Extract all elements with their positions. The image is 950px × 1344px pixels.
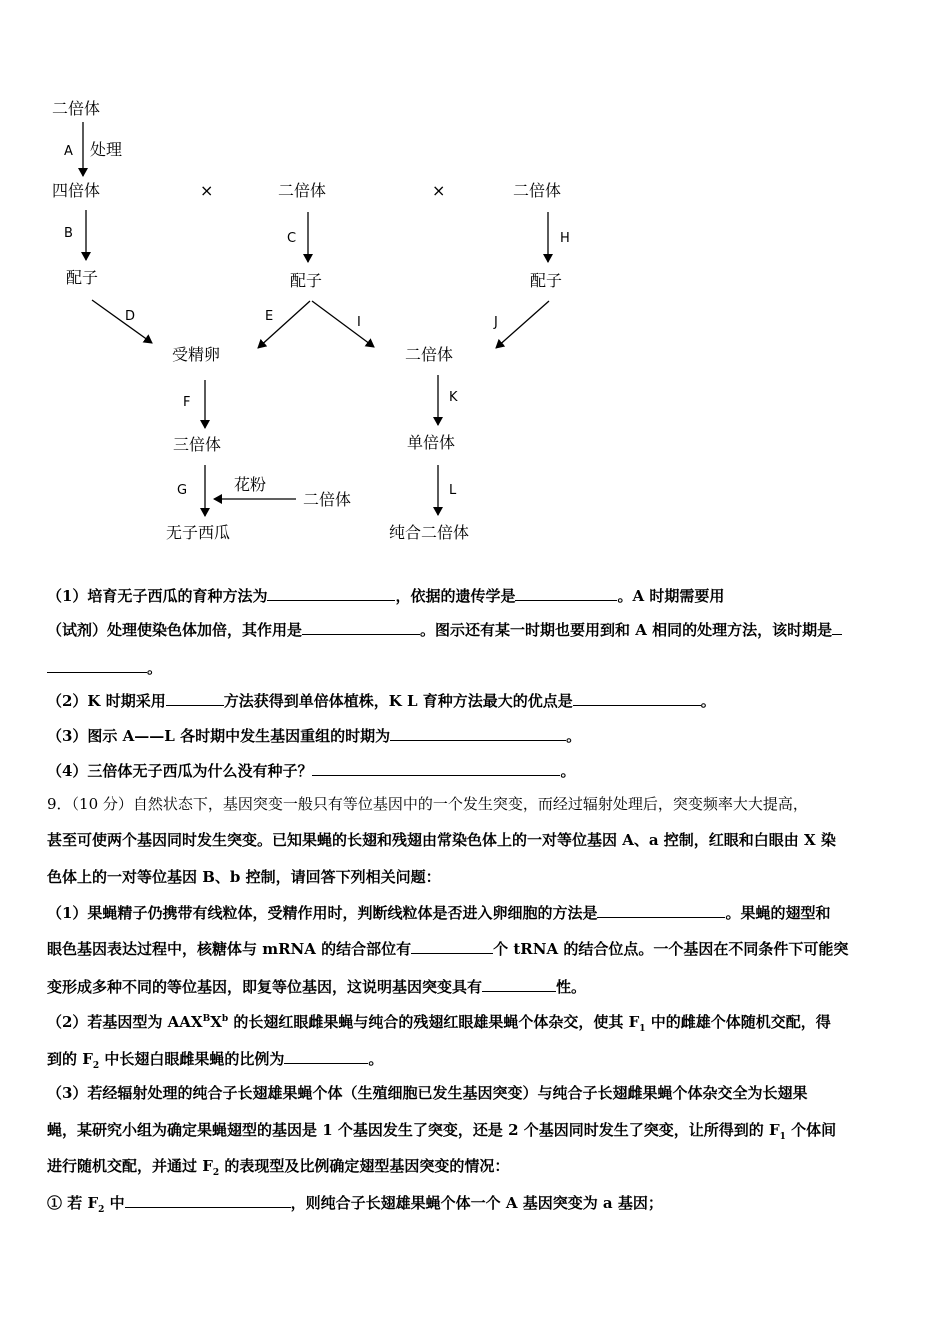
- node-pollen: 花粉: [234, 475, 267, 494]
- s3-text-h: ，则纯合子长翅雄果蝇个体一个 A 基因突变为 a 基因；: [290, 1194, 663, 1212]
- s2-text-e: 中长翅白眼雌果蝇的比例为: [99, 1050, 285, 1068]
- node-diploid-mid: 二倍体: [278, 181, 327, 200]
- node-triploid: 三倍体: [173, 435, 222, 454]
- blank-mutation-property[interactable]: [482, 976, 556, 992]
- q3-line: [47, 725, 907, 746]
- node-diploid-top: 二倍体: [52, 99, 101, 118]
- q4-text-a: （4）三倍体无子西瓜为什么没有种子？: [47, 762, 313, 780]
- q4-text-b: 。: [560, 762, 576, 780]
- node-zygote: 受精卵: [172, 345, 221, 364]
- s1-text-f: 性。: [556, 978, 587, 996]
- blank-breeding-method[interactable]: [267, 585, 395, 601]
- s1-text-e: 变形成多种不同的等位基因，即复等位基因，这说明基因突变具有: [47, 978, 483, 996]
- s2-text-x: X: [210, 1013, 222, 1031]
- step-letter-c: C: [287, 231, 297, 246]
- s2-sub-2: 2: [92, 1061, 100, 1071]
- s3-text-g: 中: [104, 1194, 125, 1212]
- label-treat: 处理: [90, 140, 123, 159]
- q3-text-b: 。: [566, 727, 582, 745]
- blank-genetics-basis[interactable]: [515, 585, 617, 601]
- s3-sub-2: 2: [212, 1168, 220, 1178]
- blank-reagent-effect[interactable]: [302, 619, 420, 635]
- node-diploid-pollen-source: 二倍体: [303, 490, 352, 509]
- s2-sup-lower-b: b: [221, 1014, 229, 1024]
- breeding-diagram: [0, 0, 950, 560]
- s3-text-d: 进行随机交配，并通过 F: [47, 1157, 213, 1175]
- node-gamete-right: 配子: [530, 271, 563, 290]
- blank-same-period[interactable]: [47, 657, 147, 673]
- s3-text-a: （3）若经辐射处理的纯合子长翅雄果蝇个体（生殖细胞已发生基因突变）与纯合子长翅雌果蝇个体杂交全为长翅果: [47, 1084, 808, 1102]
- blank-advantage[interactable]: [573, 690, 701, 706]
- q4-line: [47, 760, 907, 781]
- q2-text-c: 。: [700, 692, 716, 710]
- node-diploid-center: 二倍体: [405, 345, 454, 364]
- blank-haploid-method[interactable]: [166, 690, 224, 706]
- q1-line3: [47, 657, 907, 678]
- s3-text-b: 蝇，某研究小组为确定果蝇翅型的基因是 1 个基因发生了突变，还是 2 个基因同时发生了突变，让所得到的 F: [47, 1121, 780, 1139]
- s3-line3: [47, 1156, 907, 1176]
- q9-line2: [47, 830, 907, 850]
- s1-text-b: 。果蝇的翅型和: [725, 904, 831, 922]
- node-diploid-right: 二倍体: [513, 181, 562, 200]
- step-letter-b: B: [64, 226, 73, 241]
- q9-text-c: 色体上的一对等位基因 B、b 控制，请回答下列相关问题：: [47, 868, 441, 886]
- q9-text-a: 9．（10 分）自然状态下，基因突变一般只有等位基因中的一个发生突变，而经过辐射处理后，突变频率大大提高，: [47, 795, 808, 813]
- arrow-d: [92, 300, 152, 343]
- s2-text-c: 中的雌雄个体随机交配，得: [645, 1013, 831, 1031]
- q2-text-a: （2）K 时期采用: [47, 692, 166, 710]
- step-letter-j: J: [494, 315, 498, 330]
- step-letter-l: L: [449, 483, 457, 498]
- q1-text-a: （1）培育无子西瓜的育种方法为: [47, 587, 268, 605]
- step-letter-k: K: [449, 390, 458, 405]
- node-haploid: 单倍体: [407, 433, 456, 452]
- s2-sup-b: B: [202, 1014, 211, 1024]
- s1-text-d: 个 tRNA 的结合位点。一个基因在不同条件下可能突: [493, 940, 849, 958]
- s3-sub-3: 2: [98, 1205, 105, 1215]
- node-tetraploid: 四倍体: [52, 181, 101, 200]
- s3-line4: [47, 1192, 907, 1213]
- blank-mitochondria-method[interactable]: [597, 902, 725, 918]
- s2-sub-1: 1: [639, 1024, 646, 1034]
- blank-trna-sites[interactable]: [411, 938, 493, 954]
- s3-text-f: ① 若 F: [47, 1194, 99, 1212]
- blank-no-seeds-reason[interactable]: [312, 760, 560, 776]
- s2-line2: [47, 1048, 907, 1069]
- blank-ratio[interactable]: [284, 1048, 368, 1064]
- s3-line1: [47, 1083, 907, 1103]
- s1-line3: [47, 976, 907, 997]
- cross-symbol-2: ×: [432, 181, 446, 200]
- cross-symbol-1: ×: [200, 181, 214, 200]
- q2-line: [47, 690, 907, 711]
- step-letter-d: D: [125, 309, 136, 324]
- s2-text-f: 。: [368, 1050, 384, 1068]
- q3-text-a: （3）图示 A——L 各时期中发生基因重组的时期为: [47, 727, 391, 745]
- node-gamete-left: 配子: [66, 268, 99, 287]
- q1-text-e: 。图示还有某一时期也要用到和 A 相同的处理方法，该时期是: [420, 621, 833, 639]
- step-letter-i: I: [357, 315, 361, 330]
- step-letter-g: G: [177, 483, 188, 498]
- s1-line2: [47, 938, 907, 959]
- s1-text-a: （1）果蝇精子仍携带有线粒体，受精作用时，判断线粒体是否进入卵细胞的方法是: [47, 904, 598, 922]
- blank-recombination-period[interactable]: [390, 725, 566, 741]
- s3-sub-1: 1: [779, 1132, 786, 1142]
- arrow-j: [496, 301, 549, 348]
- q1-text-f: 。: [147, 659, 163, 677]
- q1-text-c: 。A 时期需要用: [617, 587, 725, 605]
- s3-line2: [47, 1120, 907, 1140]
- step-letter-e: E: [265, 309, 274, 324]
- q2-text-b: 方法获得到单倍体植株，K L 育种方法最大的优点是: [223, 692, 573, 710]
- s2-text-b: 的长翅红眼雌果蝇与纯合的残翅红眼雄果蝇个体杂交，使其 F: [228, 1013, 640, 1031]
- s1-text-c: 眼色基因表达过程中，核糖体与 mRNA 的结合部位有: [47, 940, 412, 958]
- q1-line1: [47, 585, 907, 606]
- arrow-i: [312, 301, 374, 347]
- s2-text-d: 到的 F: [47, 1050, 93, 1068]
- s2-text-a: （2）若基因型为 AAX: [47, 1013, 203, 1031]
- s2-line1: [47, 1012, 907, 1032]
- q1-text-d: （试剂）处理使染色体加倍，其作用是: [47, 621, 303, 639]
- step-letter-a: A: [64, 144, 73, 159]
- blank-f2-phenotype[interactable]: [125, 1192, 291, 1208]
- q1-line2: [47, 619, 907, 640]
- step-letter-h: H: [560, 231, 570, 246]
- s3-text-c: 个体间: [785, 1121, 837, 1139]
- q9-text-b: 甚至可使两个基因同时发生突变。已知果蝇的长翅和残翅由常染色体上的一对等位基因 A、a 控制，红眼和白眼由 X 染: [47, 831, 836, 849]
- node-pure-diploid: 纯合二倍体: [389, 523, 470, 542]
- node-seedless-watermelon: 无子西瓜: [166, 523, 231, 542]
- s3-text-e: 的表现型及比例确定翅型基因突变的情况：: [219, 1157, 510, 1175]
- q1-text-b: ，依据的遗传学是: [395, 587, 516, 605]
- s1-line1: [47, 902, 907, 923]
- q9-line3: [47, 867, 907, 887]
- node-gamete-mid: 配子: [290, 271, 323, 290]
- q9-line1: [47, 794, 907, 814]
- blank-same-period-start[interactable]: [832, 619, 842, 635]
- step-letter-f: F: [183, 395, 191, 410]
